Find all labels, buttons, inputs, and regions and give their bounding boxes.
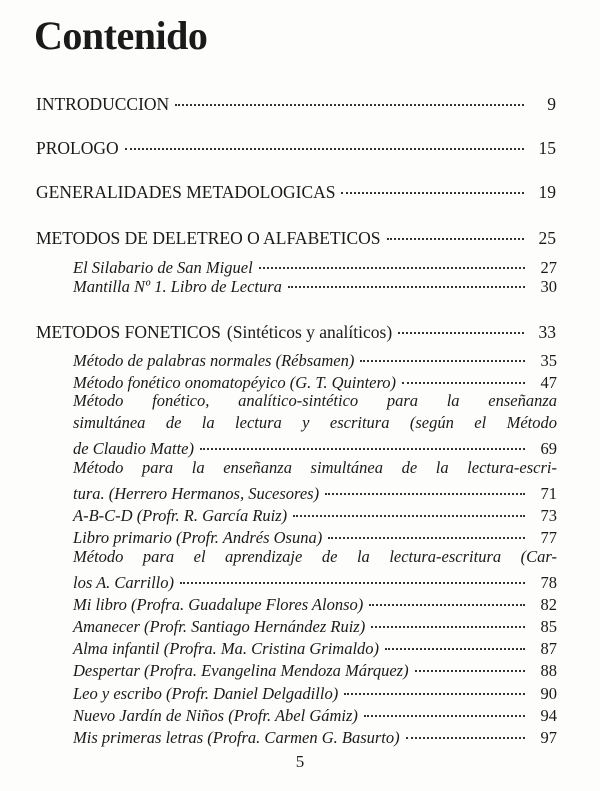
dot-leader: [371, 609, 525, 628]
dot-leader: [415, 653, 525, 672]
dot-leader: [344, 676, 525, 695]
toc-entry-title: METODOS DE DELETREO O ALFABETICOS: [36, 227, 381, 248]
dot-leader: [200, 431, 525, 450]
toc-entry-page: 30: [540, 276, 557, 296]
dot-leader: [328, 520, 525, 539]
toc-entry-title: Mi libro (Profra. Guadalupe Flores Alonso): [73, 594, 364, 614]
toc-entry-page: 25: [538, 227, 556, 248]
toc-entry-title: PROLOGO: [36, 137, 119, 158]
toc-subentry: [73, 273, 557, 297]
toc-entry-title: Amanecer (Profr. Santiago Hernández Ruiz): [73, 616, 366, 636]
toc-entry-page: 33: [538, 321, 556, 342]
toc-subentry: [73, 524, 557, 548]
toc-entry-metodos-foneticos: [36, 318, 556, 343]
dot-leader: [259, 250, 525, 269]
dot-leader: [387, 220, 525, 240]
toc-entry-page: 88: [540, 660, 557, 680]
toc-entry-page: 27: [540, 257, 557, 277]
toc-entry-page: 90: [540, 683, 557, 703]
toc-entry-page: 97: [540, 727, 557, 747]
dot-leader: [180, 565, 525, 584]
dot-leader: [341, 174, 524, 194]
toc-entry-page: 78: [540, 572, 557, 592]
dot-leader: [325, 476, 525, 495]
toc-entry-title: Método fonético onomatopéyico (G. T. Quintero): [73, 372, 397, 392]
toc-entry-title: Alma infantil (Profra. Ma. Cristina Grimaldo): [73, 638, 380, 658]
toc-entry-title: Mis primeras letras (Profra. Carmen G. Basurto): [73, 727, 400, 747]
toc-entry-title: Despertar (Profra. Evangelina Mendoza Márquez): [73, 660, 409, 680]
page-number: 5: [295, 752, 305, 771]
dot-leader: [125, 130, 524, 150]
dot-leader: [398, 314, 524, 334]
toc-entry-title: Libro primario (Profr. Andrés Osuna): [73, 527, 323, 547]
dot-leader: [360, 343, 525, 362]
toc-entry-page: 87: [540, 638, 557, 658]
toc-entry-page: 85: [540, 616, 557, 636]
toc-entry-page: 35: [540, 350, 557, 370]
dot-leader: [175, 86, 524, 106]
toc-entry-title: GENERALIDADES METADOLOGICAS: [36, 181, 336, 202]
toc-entry-title: Mantilla Nº 1. Libro de Lectura: [73, 276, 282, 296]
toc-entry-title: METODOS FONETICOS: [36, 321, 221, 342]
dot-leader: [293, 498, 525, 517]
dot-leader: [364, 698, 525, 717]
toc-entry-title: de Claudio Matte): [73, 438, 194, 458]
toc-entry-page: 82: [540, 594, 557, 614]
toc-entry-generalidades: [36, 178, 556, 203]
toc-entry-page: 9: [547, 93, 556, 114]
dot-leader: [385, 631, 525, 650]
toc-entry-page: 73: [540, 505, 557, 525]
toc-entry-introduccion: [36, 90, 556, 115]
toc-entry-title: Nuevo Jardín de Niños (Profr. Abel Gámiz): [73, 705, 358, 725]
toc-subentry: [73, 435, 557, 459]
toc-entry-prologo: [36, 134, 556, 159]
toc-entry-title: A-B-C-D (Profr. R. García Ruiz): [73, 505, 288, 525]
dot-leader: [402, 365, 525, 384]
toc-entry-page: 15: [538, 137, 556, 158]
toc-entry-metodos-deletreo: [36, 224, 556, 249]
page-title: Contenido: [34, 13, 208, 58]
toc-entry-page: 77: [540, 527, 557, 547]
dot-leader: [406, 720, 525, 739]
toc-subentry: [73, 724, 557, 748]
toc-entry-page: 94: [540, 705, 557, 725]
toc-entry-title: INTRODUCCION: [36, 93, 170, 114]
toc-subentry-line: simultánea de la lectura y escritura (según el Método: [73, 413, 557, 432]
toc-entry-page: 69: [540, 438, 557, 458]
toc-entry-page: 19: [538, 181, 556, 202]
toc-subentry-line: Método fonético, analítico-sintético para la enseñanza: [73, 391, 557, 410]
toc-entry-title: Leo y escribo (Profr. Daniel Delgadillo): [73, 683, 339, 703]
toc-entry-page: 47: [540, 372, 557, 392]
toc-entry-title: tura. (Herrero Hermanos, Sucesores): [73, 483, 320, 503]
toc-subentry-line: Método para la enseñanza simultánea de la lectura-escri-: [73, 458, 557, 477]
dot-leader: [369, 587, 525, 606]
toc-entry-title: los A. Carrillo): [73, 572, 175, 592]
dot-leader: [288, 269, 525, 288]
toc-entry-title: Método de palabras normales (Rébsamen): [73, 350, 355, 370]
toc-entry-title: El Silabario de San Miguel: [73, 257, 253, 277]
toc-entry-aside: (Sintéticos y analíticos): [226, 321, 393, 342]
toc-subentry: [73, 369, 557, 393]
toc-entry-page: 71: [540, 483, 557, 503]
toc-subentry-line: Método para el aprendizaje de la lectura-escritura (Car-: [73, 547, 557, 566]
